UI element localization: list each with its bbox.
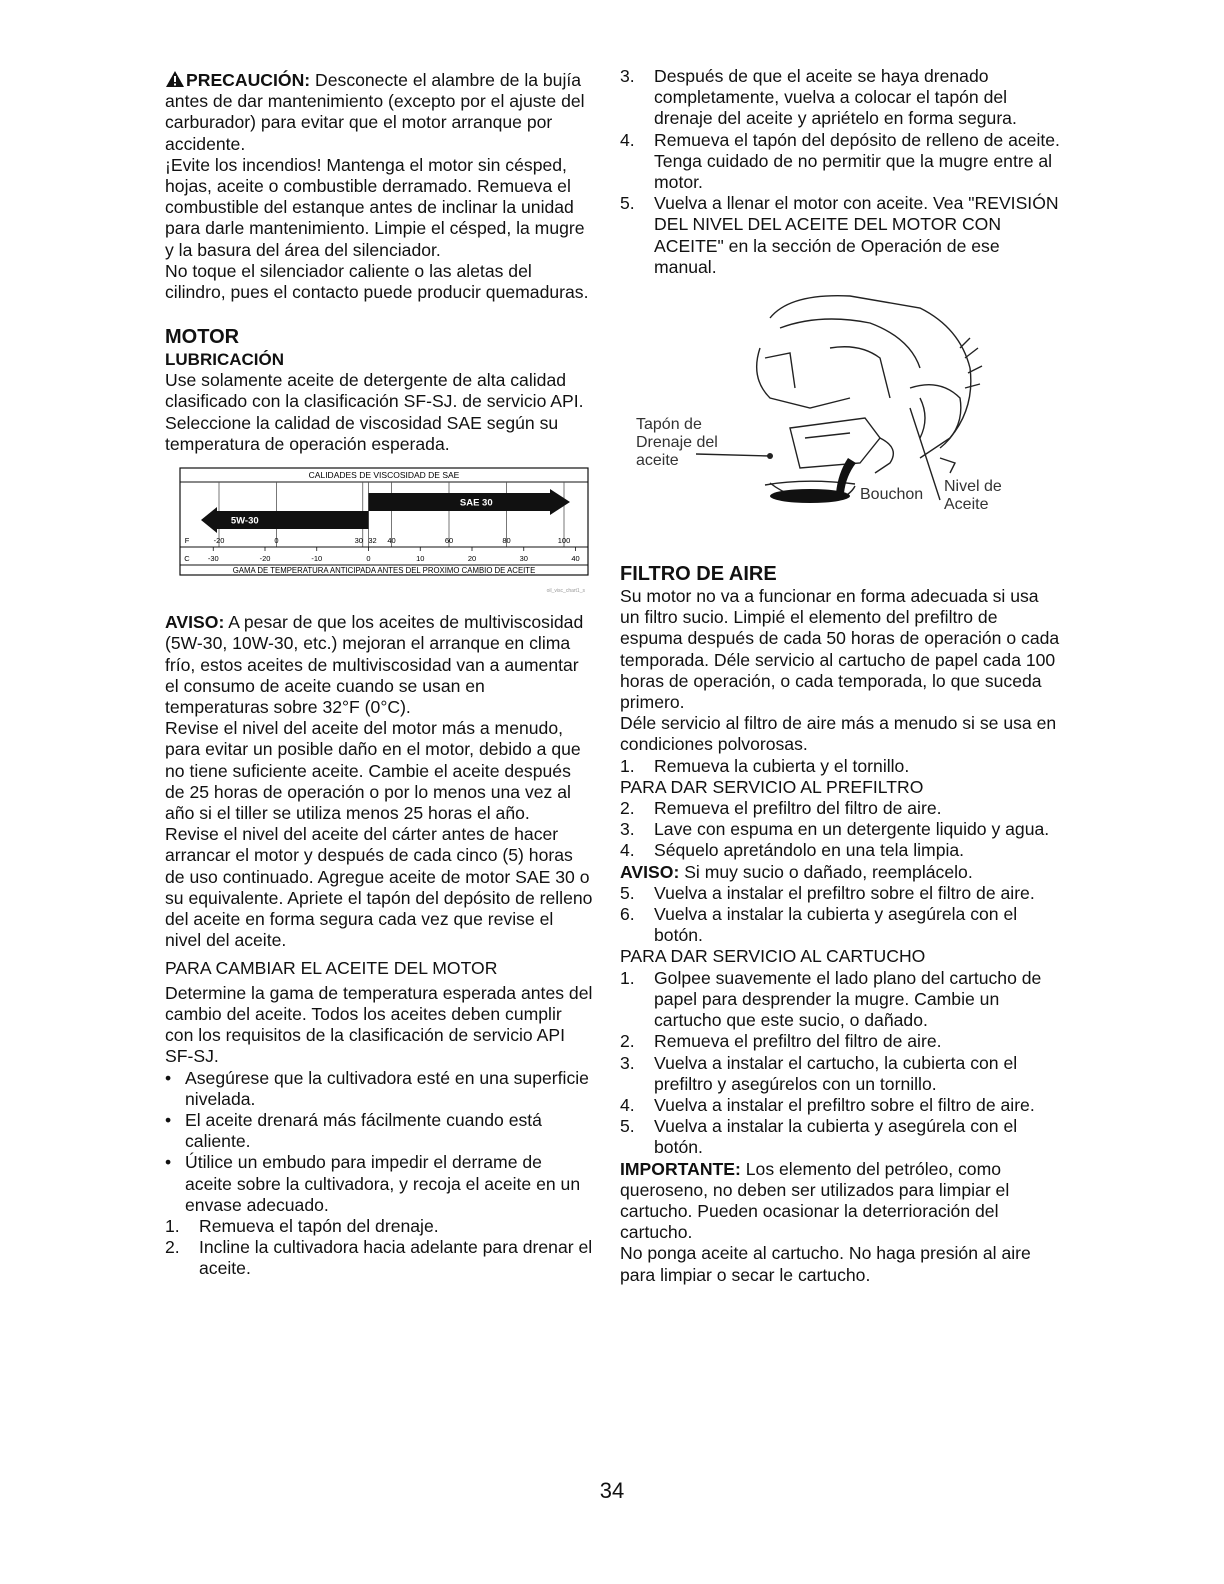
oil-level-label: Nivel de Aceite xyxy=(944,478,1002,514)
step-item: 1. Golpee suavemente el lado plano del cartucho de papel para desprender la mugre. Cambie un cartucho que este sucio, o dañado. xyxy=(620,967,1042,1031)
viscosity-chart-svg xyxy=(179,467,589,577)
f-tick-label: 32 xyxy=(368,536,377,546)
aviso-label: AVISO: xyxy=(620,861,680,882)
step-item: 5. Vuelva a llenar el motor con aceite. Vea "REVISIÓN DEL NIVEL DEL ACEITE DEL MOTOR CON ACEITE" en la sección de Operación de ese manual. xyxy=(620,193,1059,277)
series-label: SAE 30 xyxy=(459,497,493,509)
burn-paragraph: No toque el silenciador caliente o las aletas del cilindro, pues el contacto puede producir quemaduras. xyxy=(165,260,589,303)
f-tick-label: -20 xyxy=(213,536,225,546)
drain-plug-label: Tapón de Drenaje del aceite xyxy=(636,416,718,470)
f-tick-label: 80 xyxy=(502,536,511,546)
step-item: 4. Remueva el tapón del depósito de relleno de aceite. Tenga cuidado de no permitir que la mugre entre al motor. xyxy=(620,129,1060,193)
air-filter-heading: FILTRO DE AIRE xyxy=(620,563,777,586)
prefilter-heading: PARA DAR SERVICIO AL PREFILTRO xyxy=(620,776,924,797)
step-item: 2. Remueva el prefiltro del filtro de aire. xyxy=(620,798,942,819)
f-tick-label: 0 xyxy=(274,536,279,546)
change-oil-heading: PARA CAMBIAR EL ACEITE DEL MOTOR xyxy=(165,957,498,978)
air-filter-text: Su motor no va a funcionar en forma adecuada si usa un filtro sucio. Limpié el elemento del prefiltro de espuma después de cada 50 horas de operación o cada temporada. Déle servicio al cartucho de papel cada 100 horas de operación, o cada temporada, lo que suceda primero. xyxy=(620,586,1060,713)
f-tick-label: 40 xyxy=(387,536,396,546)
step-item: 4. Vuelva a instalar el prefiltro sobre el filtro de aire. xyxy=(620,1094,1035,1115)
step-item: 4. Séquelo apretándolo en una tela limpia. xyxy=(620,840,965,861)
caution-text: Desconecte el alambre de la bujía antes de dar mantenimiento (excepto por el ajuste del carburador) para evitar que el motor arranque por accidente. xyxy=(165,70,585,154)
step-item: 3. Lave con espuma en un detergente liquido y agua. xyxy=(620,819,1050,840)
aviso-paragraph xyxy=(165,612,593,718)
c-tick-label: -30 xyxy=(207,554,219,564)
cartridge-heading: PARA DAR SERVICIO AL CARTUCHO xyxy=(620,946,926,967)
chart-title: CALIDADES DE VISCOSIDAD DE SAE xyxy=(308,470,460,481)
c-tick-label: 0 xyxy=(366,554,371,564)
step-item: 1. Remueva la cubierta y el tornillo. xyxy=(620,755,910,776)
aviso-paragraph-right xyxy=(620,862,1060,883)
caution-title: PRECAUCIÓN: xyxy=(186,70,311,90)
c-tick-label: 20 xyxy=(467,554,477,564)
step-item: 1. Remueva el tapón del drenaje. xyxy=(165,1215,439,1236)
change-oil-text: Determine la gama de temperatura esperada antes del cambio del aceite. Todos los aceites deben cumplir con los requisitos de la clasificación de servicio API SF-SJ. xyxy=(165,982,593,1067)
aviso-text: A pesar de que los aceites de multiviscosidad (5W-30, 10W-30, etc.) mejoran el arranque en clima frío, estos aceites de multiviscosidad van a aumentar el consumo de aceite cuando se usan en temperaturas sobre 32°F (0°C). xyxy=(165,612,584,718)
warning-icon xyxy=(165,70,185,88)
step-item: 2. Remueva el prefiltro del filtro de aire. xyxy=(620,1031,942,1052)
importante-paragraph xyxy=(620,1159,1060,1244)
importante-text: Los elemento del petróleo, como queroseno, no deben ser utilizados para limpiar el cartucho. Pueden ocasionar la deterrioración del cartucho. xyxy=(620,1158,1010,1243)
series-label: 5W-30 xyxy=(230,515,259,527)
lubricacion-heading: LUBRICACIÓN xyxy=(165,350,284,370)
importante-label: IMPORTANTE: xyxy=(620,1158,741,1179)
oil-drain-figure xyxy=(620,288,1010,548)
step-item: 6. Vuelva a instalar la cubierta y asegúrela con el botón. xyxy=(620,904,1018,946)
chart-id: oil_visc_chart1_s xyxy=(546,588,585,595)
bouchon-label: Bouchon xyxy=(860,486,924,504)
caution-paragraph xyxy=(165,70,593,155)
bullet-item: • Asegúrese que la cultivadora esté en una superficie nivelada. xyxy=(165,1067,589,1109)
aviso-label: AVISO: xyxy=(165,612,225,633)
page-number: 34 xyxy=(599,1478,625,1503)
final-paragraph: No ponga aceite al cartucho. No haga presión al aire para limpiar o secar le cartucho. xyxy=(620,1243,1031,1285)
left-column xyxy=(165,70,593,1280)
motor-heading: MOTOR xyxy=(165,326,240,349)
step-item: 3. Vuelva a instalar el cartucho, la cubierta con el prefiltro y asegúrelos con un tornillo. xyxy=(620,1052,1018,1094)
fire-paragraph: ¡Evite los incendios! Mantenga el motor sin césped, hojas, aceite o combustible derramado. Remueva el combustible del estanque antes de inclinar la unidad para darle mantenimiento. Limpie el césped, la mugre y la basura del área del silenciador. xyxy=(165,154,585,260)
c-tick-label: 30 xyxy=(519,554,528,564)
f-tick-label: F xyxy=(184,536,190,546)
c-tick-label: 10 xyxy=(416,554,425,564)
revise2-paragraph: Revise el nivel del aceite del cárter antes de hacer arrancar el motor y después de cada cinco (5) horas de uso continuado. Agregue aceite de motor SAE 30 o su equivalente. Apriete el tapón del depósito de relleno del aceite en forma segura cada vez que revise el nivel del aceite. xyxy=(165,824,593,951)
right-column xyxy=(620,66,1060,1286)
viscosity-chart xyxy=(179,467,589,577)
bullet-item: • El aceite drenará más fácilmente cuando está caliente. xyxy=(165,1109,542,1152)
revise-paragraph: Revise el nivel del aceite del motor más a menudo, para evitar un posible daño en el motor, debido a que no tiene suficiente aceite. Cambie el aceite después de 25 horas de operación o por lo menos una vez al año si el tiller se utiliza menos 25 horas el año. xyxy=(165,718,581,824)
f-tick-label: 60 xyxy=(444,536,454,546)
step-item: 2. Incline la cultivadora hacia adelante para drenar el aceite. xyxy=(165,1237,593,1279)
f-tick-label: 30 xyxy=(354,536,363,546)
aviso-text: Si muy sucio o dañado, reemplácelo. xyxy=(679,861,973,882)
step-item: 5. Vuelva a instalar el prefiltro sobre el filtro de aire. xyxy=(620,882,1035,903)
air-filter-text-2: Déle servicio al filtro de aire más a menudo si se usa en condiciones polvorosas. xyxy=(620,713,1057,755)
bullet-item: • Útilice un embudo para impedir el derrame de aceite sobre la cultivadora, y recoja el aceite en un envase adecuado. xyxy=(165,1152,581,1215)
step-item: 3. Después de que el aceite se haya drenado completamente, vuelva a colocar el tapón del drenaje del aceite y apriételo en forma segura. xyxy=(620,66,1017,129)
c-tick-label: C xyxy=(184,554,190,564)
c-tick-label: 40 xyxy=(571,554,580,564)
chart-footer: GAMA DE TEMPERATURA ANTICIPADA ANTES DEL PROXIMO CAMBIO DE ACEITE xyxy=(232,566,536,576)
c-tick-label: -10 xyxy=(311,554,323,564)
c-tick-label: -20 xyxy=(259,554,271,564)
step-item: 5. Vuelva a instalar la cubierta y asegúrela con el botón. xyxy=(620,1116,1018,1158)
f-tick-label: 100 xyxy=(557,536,571,546)
lubricacion-text: Use solamente aceite de detergente de alta calidad clasificado con la clasificación SF-SJ. de servicio API. Seleccione la calidad de viscosidad SAE según su temperatura de operación esperada. xyxy=(165,370,584,454)
